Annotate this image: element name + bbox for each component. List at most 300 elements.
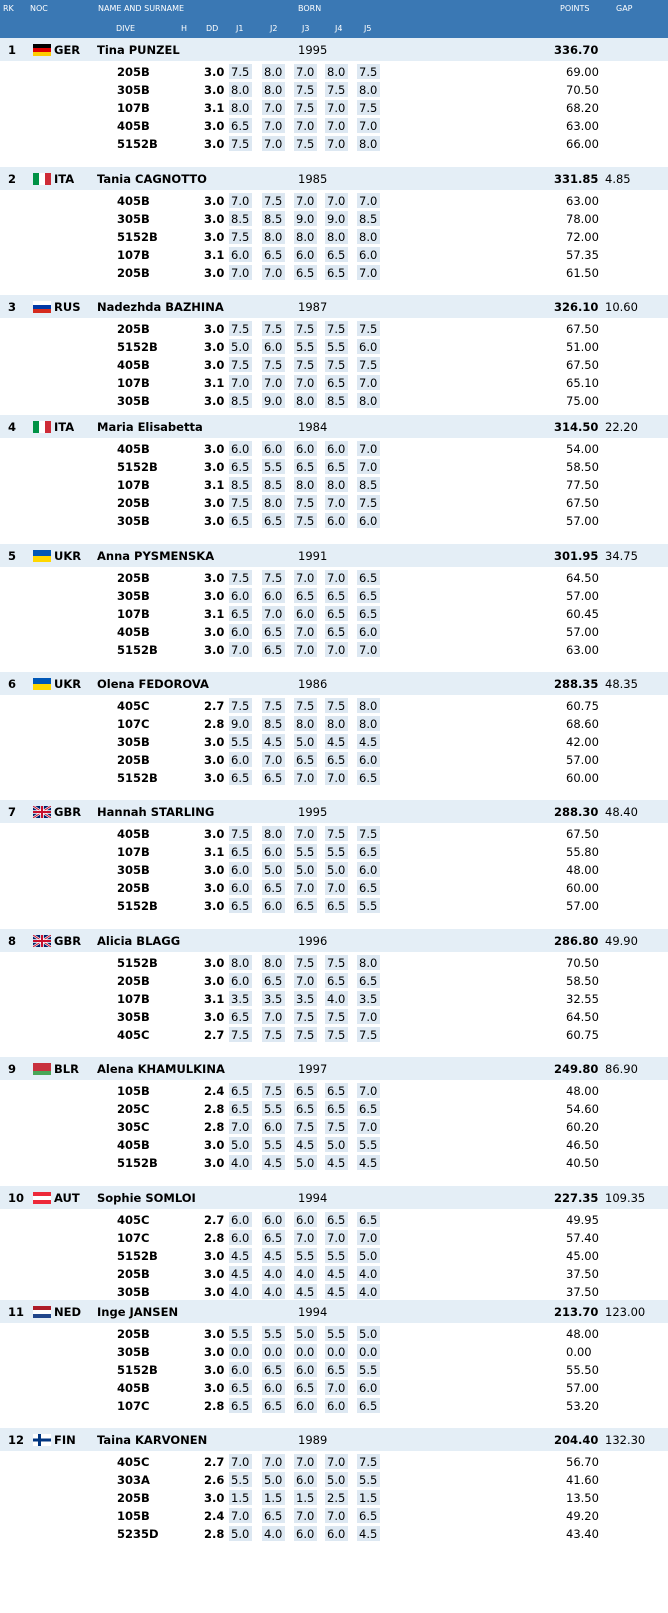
rank-number: 10	[8, 1191, 25, 1205]
degree-of-difficulty: 3.0	[204, 899, 225, 913]
dive-points: 70.50	[566, 83, 599, 97]
athlete-row	[0, 1428, 668, 1451]
judge-score-3: 6.0	[296, 1399, 315, 1413]
judge-score-5: 7.0	[359, 119, 378, 133]
judge-score-4: 7.5	[327, 956, 346, 970]
judge-score-2: 8.5	[264, 212, 283, 226]
dive-row	[0, 972, 668, 990]
dive-points: 63.00	[566, 119, 599, 133]
judge-score-4: 6.5	[327, 266, 346, 280]
dive-points: 54.00	[566, 442, 599, 456]
total-points: 286.80	[554, 934, 599, 948]
degree-of-difficulty: 3.1	[204, 248, 225, 262]
judge-score-4: 8.0	[327, 65, 346, 79]
dive-row	[0, 569, 668, 587]
degree-of-difficulty: 3.1	[204, 101, 225, 115]
judge-score-4: 7.0	[327, 771, 346, 785]
dive-code: 107B	[117, 607, 150, 621]
dive-code: 5152B	[117, 643, 158, 657]
judge-score-3: 6.0	[296, 442, 315, 456]
judge-score-2: 5.0	[264, 1473, 283, 1487]
degree-of-difficulty: 3.0	[204, 442, 225, 456]
athlete-name: Tania CAGNOTTO	[97, 172, 207, 186]
judge-score-5: 8.0	[359, 956, 378, 970]
judge-score-5: 3.5	[359, 992, 378, 1006]
judge-score-2: 3.5	[264, 992, 283, 1006]
judge-score-5: 7.5	[359, 358, 378, 372]
judge-score-4: 6.5	[327, 248, 346, 262]
judge-score-1: 7.0	[231, 643, 250, 657]
rank-number: 8	[8, 934, 17, 948]
judge-score-3: 7.0	[296, 771, 315, 785]
judge-score-1: 6.0	[231, 625, 250, 639]
birth-year: 1987	[298, 300, 328, 314]
judge-score-1: 6.5	[231, 845, 250, 859]
judge-score-2: 4.0	[264, 1267, 283, 1281]
noc-code: FIN	[54, 1433, 76, 1447]
degree-of-difficulty: 3.1	[204, 845, 225, 859]
dive-code: 305B	[117, 589, 150, 603]
degree-of-difficulty: 3.0	[204, 956, 225, 970]
dive-code: 305B	[117, 1345, 150, 1359]
judge-score-3: 7.0	[296, 1509, 315, 1523]
birth-year: 1994	[298, 1191, 328, 1205]
header-rk: RK	[3, 4, 14, 13]
judge-score-5: 6.5	[359, 589, 378, 603]
dive-points: 42.00	[566, 735, 599, 749]
dive-points: 60.75	[566, 1028, 599, 1042]
dive-code: 205B	[117, 1491, 150, 1505]
judge-score-4: 6.0	[327, 1399, 346, 1413]
dive-points: 56.70	[566, 1455, 599, 1469]
total-points: 331.85	[554, 172, 599, 186]
dive-code: 5152B	[117, 1363, 158, 1377]
dive-row	[0, 825, 668, 843]
points-gap: 132.30	[605, 1433, 646, 1447]
judge-score-1: 6.5	[231, 899, 250, 913]
degree-of-difficulty: 3.0	[204, 974, 225, 988]
dive-code: 205C	[117, 1102, 150, 1116]
judge-score-4: 7.0	[327, 119, 346, 133]
dive-row	[0, 494, 668, 512]
dive-row	[0, 1325, 668, 1343]
dive-code: 107C	[117, 1231, 150, 1245]
dive-points: 43.40	[566, 1527, 599, 1541]
country-flag-icon	[33, 421, 51, 433]
dive-row	[0, 1525, 668, 1543]
degree-of-difficulty: 3.0	[204, 1010, 225, 1024]
judge-score-5: 4.5	[359, 1527, 378, 1541]
degree-of-difficulty: 3.0	[204, 212, 225, 226]
dive-code: 305B	[117, 1010, 150, 1024]
rank-number: 2	[8, 172, 17, 186]
judge-score-2: 6.0	[264, 845, 283, 859]
judge-score-1: 8.0	[231, 101, 250, 115]
judge-score-1: 4.0	[231, 1285, 250, 1299]
judge-score-2: 7.0	[264, 266, 283, 280]
degree-of-difficulty: 3.0	[204, 1249, 225, 1263]
birth-year: 1994	[298, 1305, 328, 1319]
judge-score-5: 6.0	[359, 753, 378, 767]
points-gap: 49.90	[605, 934, 638, 948]
dive-code: 5152B	[117, 956, 158, 970]
dive-row	[0, 228, 668, 246]
dive-points: 78.00	[566, 212, 599, 226]
judge-score-5: 6.5	[359, 1213, 378, 1227]
judge-score-3: 7.0	[296, 827, 315, 841]
dive-points: 55.80	[566, 845, 599, 859]
dive-code: 105B	[117, 1084, 150, 1098]
judge-score-5: 0.0	[359, 1345, 378, 1359]
judge-score-3: 7.5	[296, 137, 315, 151]
degree-of-difficulty: 3.0	[204, 322, 225, 336]
dive-code: 105B	[117, 1509, 150, 1523]
judge-score-2: 6.5	[264, 974, 283, 988]
judge-score-1: 1.5	[231, 1491, 250, 1505]
judge-score-4: 7.0	[327, 1381, 346, 1395]
noc-code: GBR	[54, 805, 82, 819]
judge-score-2: 7.0	[264, 119, 283, 133]
degree-of-difficulty: 2.4	[204, 1084, 225, 1098]
degree-of-difficulty: 3.0	[204, 571, 225, 585]
judge-score-4: 7.0	[327, 101, 346, 115]
athlete-name: Maria Elisabetta	[97, 420, 203, 434]
judge-score-3: 6.5	[296, 460, 315, 474]
judge-score-5: 7.0	[359, 266, 378, 280]
judge-score-5: 7.0	[359, 460, 378, 474]
rank-number: 3	[8, 300, 17, 314]
degree-of-difficulty: 2.6	[204, 1473, 225, 1487]
judge-score-4: 6.5	[327, 753, 346, 767]
dive-code: 305C	[117, 1120, 150, 1134]
degree-of-difficulty: 3.0	[204, 119, 225, 133]
judge-score-1: 6.0	[231, 248, 250, 262]
judge-score-2: 5.5	[264, 1102, 283, 1116]
athlete-name: Alena KHAMULKINA	[97, 1062, 225, 1076]
dive-points: 57.00	[566, 589, 599, 603]
judge-score-4: 6.5	[327, 625, 346, 639]
header-j1: J1	[236, 24, 244, 33]
judge-score-3: 6.5	[296, 899, 315, 913]
dive-points: 48.00	[566, 1084, 599, 1098]
degree-of-difficulty: 2.8	[204, 1399, 225, 1413]
dive-code: 5235D	[117, 1527, 159, 1541]
header-points: POINTS	[560, 4, 590, 13]
dive-row	[0, 374, 668, 392]
judge-score-5: 6.0	[359, 863, 378, 877]
degree-of-difficulty: 3.0	[204, 735, 225, 749]
country-flag-icon	[33, 44, 51, 56]
judge-score-3: 8.0	[296, 717, 315, 731]
dive-code: 205B	[117, 753, 150, 767]
dive-code: 305B	[117, 212, 150, 226]
judge-score-4: 6.5	[327, 607, 346, 621]
athlete-name: Inge JANSEN	[97, 1305, 179, 1319]
country-flag-icon	[33, 1306, 51, 1318]
dive-code: 303A	[117, 1473, 150, 1487]
dive-points: 57.00	[566, 753, 599, 767]
points-gap: 123.00	[605, 1305, 646, 1319]
dive-row	[0, 1397, 668, 1415]
judge-score-5: 5.5	[359, 899, 378, 913]
judge-score-5: 7.5	[359, 322, 378, 336]
judge-score-3: 1.5	[296, 1491, 315, 1505]
judge-score-4: 6.0	[327, 1527, 346, 1541]
dive-row	[0, 1265, 668, 1283]
judge-score-5: 8.0	[359, 699, 378, 713]
birth-year: 1985	[298, 172, 328, 186]
athlete-name: Tina PUNZEL	[97, 43, 180, 57]
dive-row	[0, 769, 668, 787]
total-points: 213.70	[554, 1305, 599, 1319]
dive-points: 77.50	[566, 478, 599, 492]
total-points: 288.35	[554, 677, 599, 691]
dive-points: 60.20	[566, 1120, 599, 1134]
judge-score-1: 7.0	[231, 1120, 250, 1134]
dive-code: 205B	[117, 974, 150, 988]
dive-row	[0, 641, 668, 659]
rank-number: 1	[8, 43, 17, 57]
judge-score-3: 7.0	[296, 643, 315, 657]
judge-score-2: 8.0	[264, 65, 283, 79]
dive-row	[0, 81, 668, 99]
judge-score-2: 4.0	[264, 1527, 283, 1541]
judge-score-3: 7.5	[296, 956, 315, 970]
judge-score-3: 6.0	[296, 1473, 315, 1487]
judge-score-3: 8.0	[296, 478, 315, 492]
judge-score-1: 8.5	[231, 478, 250, 492]
dive-code: 405B	[117, 119, 150, 133]
judge-score-5: 8.0	[359, 83, 378, 97]
degree-of-difficulty: 3.0	[204, 1285, 225, 1299]
dive-points: 48.00	[566, 863, 599, 877]
degree-of-difficulty: 3.0	[204, 1381, 225, 1395]
judge-score-3: 7.0	[296, 1231, 315, 1245]
judge-score-2: 1.5	[264, 1491, 283, 1505]
judge-score-5: 6.5	[359, 1399, 378, 1413]
athlete-name: Hannah STARLING	[97, 805, 215, 819]
judge-score-3: 7.5	[296, 699, 315, 713]
judge-score-1: 4.5	[231, 1267, 250, 1281]
country-flag-icon	[33, 301, 51, 313]
dive-row	[0, 605, 668, 623]
degree-of-difficulty: 3.0	[204, 514, 225, 528]
header-j5: J5	[364, 24, 372, 33]
judge-score-4: 7.0	[327, 881, 346, 895]
judge-score-5: 4.0	[359, 1267, 378, 1281]
judge-score-2: 7.0	[264, 1455, 283, 1469]
header-name: NAME AND SURNAME	[98, 4, 185, 13]
judge-score-1: 6.0	[231, 1213, 250, 1227]
athlete-row	[0, 800, 668, 823]
judge-score-3: 9.0	[296, 212, 315, 226]
judge-score-4: 5.0	[327, 863, 346, 877]
judge-score-1: 5.0	[231, 340, 250, 354]
judge-score-3: 7.5	[296, 101, 315, 115]
degree-of-difficulty: 2.8	[204, 1102, 225, 1116]
judge-score-4: 7.0	[327, 571, 346, 585]
judge-score-3: 7.0	[296, 571, 315, 585]
dive-code: 405C	[117, 699, 150, 713]
judge-score-3: 7.0	[296, 881, 315, 895]
judge-score-3: 6.0	[296, 1363, 315, 1377]
header-gap: GAP	[616, 4, 633, 13]
dive-row	[0, 192, 668, 210]
judge-score-5: 6.5	[359, 1509, 378, 1523]
athlete-row	[0, 544, 668, 567]
judge-score-3: 7.0	[296, 974, 315, 988]
judge-score-2: 6.0	[264, 899, 283, 913]
dive-points: 70.50	[566, 956, 599, 970]
dive-code: 205B	[117, 881, 150, 895]
judge-score-2: 8.0	[264, 83, 283, 97]
dive-points: 60.45	[566, 607, 599, 621]
judge-score-3: 6.5	[296, 266, 315, 280]
noc-code: AUT	[54, 1191, 80, 1205]
judge-score-2: 6.0	[264, 442, 283, 456]
rank-number: 9	[8, 1062, 17, 1076]
degree-of-difficulty: 3.1	[204, 376, 225, 390]
judge-score-3: 3.5	[296, 992, 315, 1006]
judge-score-3: 5.0	[296, 1156, 315, 1170]
judge-score-5: 6.5	[359, 845, 378, 859]
judge-score-1: 7.5	[231, 571, 250, 585]
judge-score-1: 7.5	[231, 322, 250, 336]
judge-score-1: 7.0	[231, 376, 250, 390]
judge-score-3: 5.0	[296, 735, 315, 749]
judge-score-3: 6.5	[296, 1381, 315, 1395]
degree-of-difficulty: 3.0	[204, 496, 225, 510]
judge-score-2: 7.0	[264, 376, 283, 390]
dive-row	[0, 587, 668, 605]
athlete-row	[0, 672, 668, 695]
judge-score-2: 6.5	[264, 1231, 283, 1245]
dive-row	[0, 1247, 668, 1265]
judge-score-5: 1.5	[359, 1491, 378, 1505]
judge-score-5: 8.0	[359, 230, 378, 244]
dive-code: 107B	[117, 101, 150, 115]
judge-score-5: 8.5	[359, 478, 378, 492]
dive-row	[0, 338, 668, 356]
total-points: 288.30	[554, 805, 599, 819]
judge-score-2: 0.0	[264, 1345, 283, 1359]
degree-of-difficulty: 3.0	[204, 460, 225, 474]
judge-score-1: 6.5	[231, 1399, 250, 1413]
points-gap: 48.35	[605, 677, 638, 691]
noc-code: BLR	[54, 1062, 79, 1076]
judge-score-5: 7.5	[359, 1028, 378, 1042]
judge-score-1: 7.5	[231, 827, 250, 841]
judge-score-4: 5.0	[327, 1138, 346, 1152]
judge-score-4: 7.0	[327, 1231, 346, 1245]
dive-points: 57.35	[566, 248, 599, 262]
judge-score-1: 5.0	[231, 1527, 250, 1541]
results-header	[0, 0, 668, 41]
judge-score-3: 5.0	[296, 1327, 315, 1341]
judge-score-5: 5.5	[359, 1138, 378, 1152]
judge-score-3: 6.5	[296, 1102, 315, 1116]
noc-code: NED	[54, 1305, 82, 1319]
athlete-name: Olena FEDOROVA	[97, 677, 209, 691]
judge-score-3: 4.0	[296, 1267, 315, 1281]
dive-row	[0, 990, 668, 1008]
degree-of-difficulty: 3.0	[204, 771, 225, 785]
degree-of-difficulty: 3.0	[204, 753, 225, 767]
judge-score-5: 6.0	[359, 340, 378, 354]
judge-score-5: 7.5	[359, 827, 378, 841]
judge-score-4: 2.5	[327, 1491, 346, 1505]
judge-score-2: 7.5	[264, 194, 283, 208]
judge-score-1: 4.5	[231, 1249, 250, 1263]
degree-of-difficulty: 3.0	[204, 643, 225, 657]
degree-of-difficulty: 3.0	[204, 881, 225, 895]
judge-score-4: 6.5	[327, 1084, 346, 1098]
dive-code: 205B	[117, 322, 150, 336]
total-points: 326.10	[554, 300, 599, 314]
dive-code: 5152B	[117, 460, 158, 474]
judge-score-4: 7.0	[327, 1455, 346, 1469]
dive-code: 305B	[117, 394, 150, 408]
judge-score-4: 7.0	[327, 137, 346, 151]
dive-row	[0, 1008, 668, 1026]
judge-score-1: 4.0	[231, 1156, 250, 1170]
dive-code: 5152B	[117, 899, 158, 913]
judge-score-1: 5.5	[231, 1327, 250, 1341]
dive-row	[0, 879, 668, 897]
judge-score-4: 7.5	[327, 358, 346, 372]
dive-points: 37.50	[566, 1285, 599, 1299]
header-j4: J4	[335, 24, 343, 33]
dive-code: 305B	[117, 863, 150, 877]
athlete-name: Alicia BLAGG	[97, 934, 181, 948]
judge-score-2: 7.0	[264, 101, 283, 115]
country-flag-icon	[33, 173, 51, 185]
judge-score-5: 7.0	[359, 643, 378, 657]
dive-row	[0, 623, 668, 641]
judge-score-3: 7.5	[296, 1028, 315, 1042]
dive-points: 64.50	[566, 1010, 599, 1024]
judge-score-3: 4.5	[296, 1138, 315, 1152]
degree-of-difficulty: 3.0	[204, 1491, 225, 1505]
country-flag-icon	[33, 1434, 51, 1446]
dive-points: 51.00	[566, 340, 599, 354]
judge-score-2: 9.0	[264, 394, 283, 408]
judge-score-4: 7.0	[327, 194, 346, 208]
judge-score-4: 7.5	[327, 1010, 346, 1024]
dive-points: 13.50	[566, 1491, 599, 1505]
judge-score-2: 8.0	[264, 827, 283, 841]
judge-score-2: 6.5	[264, 1363, 283, 1377]
degree-of-difficulty: 2.7	[204, 1028, 225, 1042]
dive-row	[0, 1118, 668, 1136]
judge-score-1: 7.5	[231, 358, 250, 372]
degree-of-difficulty: 3.0	[204, 1156, 225, 1170]
dive-row	[0, 1082, 668, 1100]
judge-score-3: 7.5	[296, 1010, 315, 1024]
dive-row	[0, 715, 668, 733]
judge-score-2: 6.5	[264, 1509, 283, 1523]
judge-score-1: 6.5	[231, 1010, 250, 1024]
degree-of-difficulty: 2.7	[204, 699, 225, 713]
judge-score-2: 7.5	[264, 1028, 283, 1042]
judge-score-2: 7.5	[264, 358, 283, 372]
judge-score-5: 7.0	[359, 1231, 378, 1245]
dive-row	[0, 135, 668, 153]
judge-score-2: 6.0	[264, 1120, 283, 1134]
judge-score-3: 7.5	[296, 83, 315, 97]
total-points: 227.35	[554, 1191, 599, 1205]
header-h: H	[181, 24, 188, 33]
